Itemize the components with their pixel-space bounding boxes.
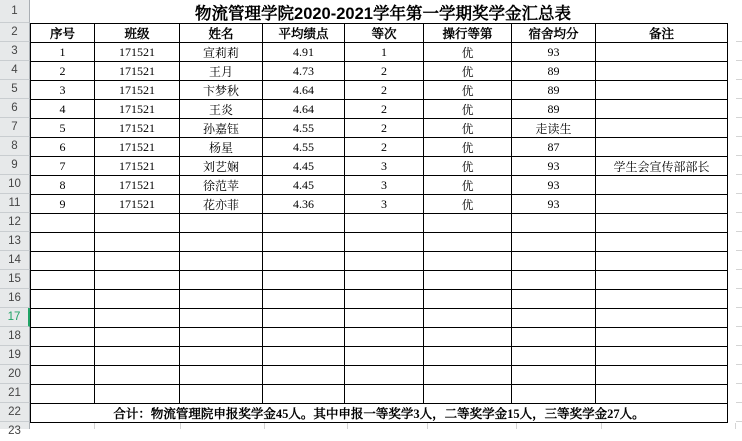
cell[interactable] <box>263 385 345 404</box>
cell[interactable] <box>596 138 728 157</box>
column-header-caoxing[interactable]: 操行等第 <box>424 24 512 43</box>
cell[interactable]: 刘艺娴 <box>180 157 263 176</box>
cell[interactable] <box>31 214 95 233</box>
cell[interactable] <box>180 347 263 366</box>
cell[interactable]: 93 <box>512 43 596 62</box>
row-header[interactable] <box>0 80 30 99</box>
cell[interactable] <box>263 214 345 233</box>
row-header-label: 8 <box>11 140 18 152</box>
cell[interactable]: 87 <box>512 138 596 157</box>
table-row <box>31 81 728 100</box>
cell[interactable] <box>95 290 180 309</box>
cell[interactable]: 4.55 <box>263 138 345 157</box>
empty-row <box>31 290 728 309</box>
cell[interactable]: 89 <box>512 62 596 81</box>
cell[interactable]: 89 <box>512 100 596 119</box>
cell[interactable]: 4.64 <box>263 100 345 119</box>
column-header-banji[interactable]: 班级 <box>95 24 180 43</box>
empty-row <box>31 309 728 328</box>
cell[interactable] <box>345 271 424 290</box>
cell[interactable] <box>263 290 345 309</box>
summary-cell[interactable]: 合计：物流管理院申报奖学金45人。其中申报一等奖学3人，二等奖学金15人，三等奖学金27人。 <box>31 404 728 423</box>
table-row <box>31 62 728 81</box>
cell[interactable] <box>95 309 180 328</box>
column-header-jidian[interactable]: 平均绩点 <box>263 24 345 43</box>
cell[interactable] <box>596 366 728 385</box>
cell[interactable]: 2 <box>31 62 95 81</box>
table-row <box>31 195 728 214</box>
cell[interactable] <box>512 328 596 347</box>
cell[interactable]: 171521 <box>95 43 180 62</box>
cell[interactable] <box>596 81 728 100</box>
row-header-label: 23 <box>8 425 21 437</box>
cell[interactable]: 优 <box>424 81 512 100</box>
empty-row <box>31 328 728 347</box>
row-header[interactable] <box>0 327 30 346</box>
cell[interactable]: 走读生 <box>512 119 596 138</box>
cell[interactable]: 花亦菲 <box>180 195 263 214</box>
cell[interactable] <box>31 309 95 328</box>
cell[interactable] <box>596 290 728 309</box>
row-header[interactable] <box>0 213 30 232</box>
gridline <box>427 423 428 429</box>
table-row <box>31 100 728 119</box>
cell[interactable] <box>263 328 345 347</box>
cell[interactable]: 优 <box>424 195 512 214</box>
cell[interactable] <box>596 119 728 138</box>
cell[interactable]: 2 <box>345 81 424 100</box>
cell[interactable] <box>596 62 728 81</box>
row-header-column <box>0 0 30 437</box>
row-header[interactable] <box>0 289 30 308</box>
cell[interactable]: 89 <box>512 81 596 100</box>
gridline <box>94 423 95 429</box>
cell[interactable]: 171521 <box>95 81 180 100</box>
empty-row <box>31 366 728 385</box>
cell[interactable]: 2 <box>345 138 424 157</box>
row-header[interactable] <box>0 61 30 80</box>
gridline <box>516 423 517 429</box>
table-row <box>31 157 728 176</box>
cell[interactable] <box>424 290 512 309</box>
cell[interactable]: 171521 <box>95 119 180 138</box>
row-header[interactable] <box>0 251 30 270</box>
cell[interactable] <box>512 233 596 252</box>
cell[interactable] <box>596 214 728 233</box>
cell[interactable] <box>180 385 263 404</box>
row-header[interactable] <box>0 0 30 23</box>
cell[interactable] <box>263 271 345 290</box>
cell[interactable] <box>31 328 95 347</box>
cell[interactable] <box>345 385 424 404</box>
row-header-label: 18 <box>8 330 21 342</box>
table-row <box>31 176 728 195</box>
row-header[interactable] <box>0 23 30 42</box>
table-row <box>31 138 728 157</box>
row-header[interactable] <box>0 232 30 251</box>
cell[interactable]: 3 <box>345 195 424 214</box>
cell[interactable] <box>596 176 728 195</box>
cell[interactable] <box>180 366 263 385</box>
cell[interactable]: 优 <box>424 62 512 81</box>
cell[interactable] <box>180 328 263 347</box>
column-header-xingming[interactable]: 姓名 <box>180 24 263 43</box>
cell[interactable] <box>596 328 728 347</box>
row-header-label: 7 <box>11 121 18 133</box>
gridline <box>735 423 736 429</box>
cell[interactable]: 宣莉莉 <box>180 43 263 62</box>
row-header[interactable] <box>0 384 30 403</box>
row-header[interactable] <box>0 308 30 327</box>
summary-row <box>31 404 728 423</box>
cell[interactable] <box>512 252 596 271</box>
cell[interactable] <box>180 252 263 271</box>
cell[interactable] <box>31 252 95 271</box>
cell[interactable] <box>95 385 180 404</box>
row-header[interactable] <box>0 346 30 365</box>
table-row <box>31 119 728 138</box>
gridline <box>347 423 348 429</box>
cell[interactable]: 93 <box>512 176 596 195</box>
cell[interactable] <box>263 233 345 252</box>
cell[interactable]: 8 <box>31 176 95 195</box>
row-header-label: 20 <box>8 368 21 380</box>
cell[interactable]: 6 <box>31 138 95 157</box>
cell[interactable] <box>345 347 424 366</box>
cell[interactable]: 171521 <box>95 195 180 214</box>
row-header[interactable] <box>0 118 30 137</box>
cell[interactable] <box>424 366 512 385</box>
cell[interactable] <box>180 271 263 290</box>
cell[interactable]: 4.45 <box>263 176 345 195</box>
cell[interactable] <box>596 252 728 271</box>
cell[interactable]: 徐范苹 <box>180 176 263 195</box>
row-header-label: 15 <box>8 273 21 285</box>
cell[interactable] <box>424 214 512 233</box>
row-header[interactable] <box>0 422 30 437</box>
cell[interactable] <box>596 195 728 214</box>
cell[interactable] <box>31 271 95 290</box>
cell[interactable] <box>512 271 596 290</box>
cell[interactable] <box>424 328 512 347</box>
cell[interactable] <box>424 271 512 290</box>
row-header[interactable] <box>0 403 30 422</box>
row-header[interactable] <box>0 156 30 175</box>
empty-row <box>31 385 728 404</box>
row-header[interactable] <box>0 42 30 61</box>
row-header-label: 10 <box>8 178 21 190</box>
row-header-label: 12 <box>8 216 21 228</box>
cell[interactable]: 2 <box>345 62 424 81</box>
empty-row <box>31 347 728 366</box>
cell[interactable] <box>424 347 512 366</box>
gridline <box>601 423 602 429</box>
row-header-label: 17 <box>7 311 21 323</box>
empty-row <box>31 233 728 252</box>
cell[interactable] <box>596 385 728 404</box>
cell[interactable] <box>345 366 424 385</box>
cell[interactable] <box>345 328 424 347</box>
cell[interactable] <box>95 271 180 290</box>
empty-row <box>31 252 728 271</box>
cell[interactable]: 1 <box>345 43 424 62</box>
cell[interactable]: 2 <box>345 100 424 119</box>
cell[interactable] <box>596 100 728 119</box>
cell[interactable] <box>31 366 95 385</box>
cell[interactable]: 杨星 <box>180 138 263 157</box>
row-header[interactable] <box>0 194 30 213</box>
column-header-xuhao[interactable]: 序号 <box>31 24 95 43</box>
row-header[interactable] <box>0 175 30 194</box>
cell[interactable]: 4.64 <box>263 81 345 100</box>
cell[interactable] <box>345 309 424 328</box>
cell[interactable] <box>95 366 180 385</box>
cell[interactable]: 4 <box>31 100 95 119</box>
cell[interactable] <box>596 347 728 366</box>
column-header-dengci[interactable]: 等次 <box>345 24 424 43</box>
cell[interactable]: 171521 <box>95 100 180 119</box>
cell[interactable]: 优 <box>424 100 512 119</box>
row-header-label: 11 <box>8 197 21 209</box>
cell[interactable] <box>263 347 345 366</box>
cell[interactable] <box>263 366 345 385</box>
row-header[interactable] <box>0 270 30 289</box>
cell[interactable] <box>424 309 512 328</box>
row-header-label: 9 <box>11 159 18 171</box>
cell[interactable]: 4.55 <box>263 119 345 138</box>
column-header-beizhu[interactable]: 备注 <box>596 24 728 43</box>
cell[interactable] <box>596 43 728 62</box>
row-header-label: 4 <box>11 64 18 76</box>
cell[interactable]: 4.36 <box>263 195 345 214</box>
cell[interactable] <box>512 214 596 233</box>
cell[interactable] <box>95 233 180 252</box>
row-header[interactable] <box>0 99 30 118</box>
cell[interactable]: 171521 <box>95 62 180 81</box>
gridline <box>180 423 181 429</box>
cell[interactable]: 3 <box>345 157 424 176</box>
gridline <box>264 423 265 429</box>
cell[interactable] <box>180 214 263 233</box>
cell[interactable]: 5 <box>31 119 95 138</box>
row-header-label: 14 <box>8 254 21 266</box>
row-header[interactable] <box>0 365 30 384</box>
cell[interactable]: 优 <box>424 157 512 176</box>
cell[interactable] <box>180 309 263 328</box>
cell[interactable] <box>180 290 263 309</box>
cell[interactable]: 171521 <box>95 176 180 195</box>
cell[interactable]: 7 <box>31 157 95 176</box>
cell[interactable] <box>424 252 512 271</box>
cell[interactable] <box>263 309 345 328</box>
cell[interactable]: 优 <box>424 43 512 62</box>
cell[interactable] <box>95 252 180 271</box>
row-header-label: 13 <box>8 235 21 247</box>
cell[interactable]: 171521 <box>95 138 180 157</box>
cell[interactable]: 孙嘉钰 <box>180 119 263 138</box>
cell[interactable] <box>345 290 424 309</box>
cell[interactable] <box>31 290 95 309</box>
gridline-right-strip <box>736 23 742 429</box>
cell[interactable]: 3 <box>345 176 424 195</box>
empty-row <box>31 271 728 290</box>
cell[interactable] <box>95 328 180 347</box>
cell[interactable]: 学生会宣传部部长 <box>596 157 728 176</box>
cell[interactable] <box>424 385 512 404</box>
cell[interactable] <box>424 233 512 252</box>
row-header-label: 5 <box>11 83 18 95</box>
cell[interactable] <box>512 366 596 385</box>
cell[interactable] <box>512 347 596 366</box>
cell[interactable] <box>512 290 596 309</box>
cell[interactable]: 优 <box>424 138 512 157</box>
row-header-label: 16 <box>8 292 21 304</box>
cell[interactable]: 171521 <box>95 157 180 176</box>
cell[interactable] <box>596 309 728 328</box>
row-header-label: 22 <box>8 406 21 418</box>
cell[interactable] <box>345 214 424 233</box>
cell[interactable] <box>345 252 424 271</box>
cell[interactable]: 王炎 <box>180 100 263 119</box>
cell[interactable] <box>31 385 95 404</box>
cell[interactable] <box>512 385 596 404</box>
row-header-label: 3 <box>11 45 18 57</box>
column-header-sushe[interactable]: 宿舍均分 <box>512 24 596 43</box>
cell[interactable]: 卞梦秋 <box>180 81 263 100</box>
cell[interactable]: 3 <box>31 81 95 100</box>
row-header[interactable] <box>0 137 30 156</box>
cell[interactable] <box>31 233 95 252</box>
cell[interactable]: 优 <box>424 119 512 138</box>
cell[interactable]: 优 <box>424 176 512 195</box>
cell[interactable]: 2 <box>345 119 424 138</box>
sheet-title-cell[interactable]: 物流管理学院2020-2021学年第一学期奖学金汇总表 <box>195 4 571 23</box>
cell[interactable]: 4.45 <box>263 157 345 176</box>
cell[interactable] <box>95 347 180 366</box>
cell[interactable] <box>512 309 596 328</box>
row-header-label: 1 <box>11 5 18 17</box>
cell[interactable] <box>596 271 728 290</box>
empty-row <box>31 214 728 233</box>
cell[interactable] <box>263 252 345 271</box>
cell[interactable]: 4.91 <box>263 43 345 62</box>
row-header-label: 6 <box>11 102 18 114</box>
row-header-label: 2 <box>11 26 18 38</box>
cell[interactable] <box>95 214 180 233</box>
scholarship-table <box>30 23 728 423</box>
table-row <box>31 43 728 62</box>
cell[interactable] <box>31 347 95 366</box>
cell[interactable]: 1 <box>31 43 95 62</box>
header-row <box>31 24 728 43</box>
cell[interactable]: 王月 <box>180 62 263 81</box>
row-header-label: 21 <box>8 387 21 399</box>
cell[interactable]: 9 <box>31 195 95 214</box>
cell[interactable]: 93 <box>512 195 596 214</box>
cell[interactable]: 93 <box>512 157 596 176</box>
cell[interactable] <box>180 233 263 252</box>
cell[interactable] <box>596 233 728 252</box>
row-header-label: 19 <box>8 349 21 361</box>
cell[interactable]: 4.73 <box>263 62 345 81</box>
cell[interactable] <box>345 233 424 252</box>
